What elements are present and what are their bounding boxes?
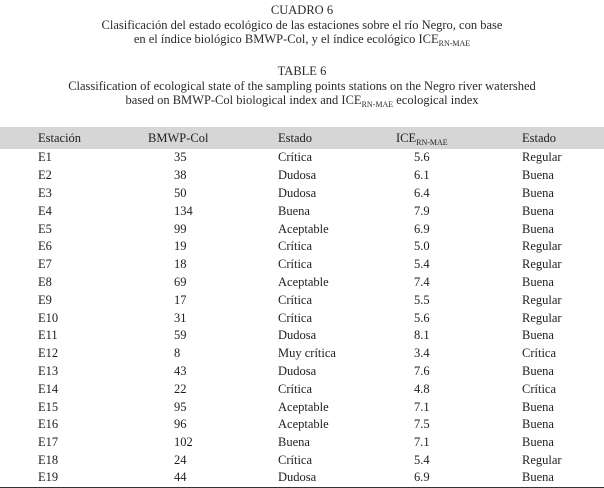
ice-cell: 5.0: [414, 239, 430, 254]
state-bmwp-cell: Buena: [278, 435, 310, 450]
ice-cell: 7.1: [414, 399, 430, 414]
state-bmwp-cell: Crítica: [278, 310, 313, 325]
state-bmwp-cell: Dudosa: [278, 363, 317, 378]
state-bmwp-cell: Crítica: [278, 292, 313, 307]
table-row: [0, 469, 604, 487]
header-state-bmwp: Estado: [278, 130, 313, 145]
table-row: [0, 167, 604, 185]
bmwp-cell: 17: [174, 292, 187, 307]
state-bmwp-cell: Muy crítica: [278, 346, 336, 361]
ice-cell: 6.4: [414, 185, 430, 200]
state-ice-cell: Buena: [522, 185, 554, 200]
bmwp-cell: 96: [174, 417, 187, 432]
table-header-row: [0, 127, 604, 149]
table-row: [0, 345, 604, 363]
ice-cell: 5.4: [414, 452, 430, 467]
bmwp-cell: 31: [174, 310, 187, 325]
station-cell: E12: [38, 346, 59, 361]
ice-cell: 6.1: [414, 168, 430, 183]
state-bmwp-cell: Crítica: [278, 257, 313, 272]
caption-english: [0, 64, 604, 108]
state-ice-cell: Buena: [522, 435, 554, 450]
table-row: [0, 149, 604, 167]
ice-cell: 6.9: [414, 221, 430, 236]
state-ice-cell: Buena: [522, 274, 554, 289]
table-header: [0, 127, 604, 149]
bmwp-cell: 59: [174, 328, 187, 343]
table-body: [0, 149, 604, 487]
table-row: [0, 238, 604, 256]
station-cell: E15: [38, 399, 59, 414]
state-bmwp-cell: Dudosa: [278, 470, 317, 485]
bmwp-cell: 35: [174, 150, 187, 165]
caption-es-line2-main: en el índice biológico BMWP-Col, y el índice ecológico ICE: [133, 32, 439, 46]
bmwp-cell: 18: [174, 257, 187, 272]
state-bmwp-cell: Aceptable: [278, 417, 329, 432]
state-ice-cell: Regular: [522, 310, 562, 325]
station-cell: E13: [38, 363, 59, 378]
station-cell: E10: [38, 310, 59, 325]
state-ice-cell: Regular: [522, 150, 562, 165]
caption-spanish: [0, 3, 604, 47]
table-row: [0, 398, 604, 416]
caption-en-label: TABLE 6: [277, 64, 327, 78]
bmwp-cell: 69: [174, 274, 187, 289]
station-cell: E4: [38, 203, 52, 218]
ice-cell: 4.8: [414, 381, 430, 396]
ice-cell: 7.4: [414, 274, 430, 289]
bmwp-cell: 99: [174, 221, 187, 236]
state-bmwp-cell: Buena: [278, 203, 310, 218]
state-ice-cell: Buena: [522, 470, 554, 485]
bmwp-cell: 8: [174, 346, 181, 361]
table-row: [0, 185, 604, 203]
ice-cell: 5.6: [414, 310, 430, 325]
table-row: [0, 309, 604, 327]
state-bmwp-cell: Crítica: [278, 239, 313, 254]
caption-es-line2-subscript: RN-MAE: [438, 39, 471, 48]
table-row: [0, 256, 604, 274]
caption-en-line1: Classification of ecological state of the sampling points stations on the Negro river watershed: [68, 78, 536, 93]
state-bmwp-cell: Dudosa: [278, 185, 317, 200]
state-ice-cell: Regular: [522, 239, 562, 254]
bmwp-cell: 22: [174, 381, 187, 396]
ice-cell: 7.9: [414, 203, 430, 218]
state-ice-cell: Regular: [522, 292, 562, 307]
caption-en-line2-subscript: RN-MAE: [361, 100, 394, 109]
caption-es-label: CUADRO 6: [270, 3, 334, 17]
table-row: [0, 452, 604, 470]
state-bmwp-cell: Aceptable: [278, 274, 329, 289]
bmwp-cell: 102: [174, 435, 193, 450]
bmwp-cell: 43: [174, 363, 187, 378]
table-row: [0, 327, 604, 345]
table-row: [0, 274, 604, 292]
caption-es-line1: Clasificación del estado ecológico de las estaciones sobre el río Negro, con base: [101, 17, 503, 32]
state-ice-cell: Regular: [522, 257, 562, 272]
table-row: [0, 416, 604, 434]
state-ice-cell: Regular: [522, 452, 562, 467]
ice-cell: 7.6: [414, 363, 430, 378]
table-row: [0, 363, 604, 381]
classification-table: [0, 127, 604, 488]
state-ice-cell: Buena: [522, 417, 554, 432]
header-bmwp: BMWP-Col: [148, 130, 209, 145]
state-bmwp-cell: Crítica: [278, 452, 313, 467]
station-cell: E17: [38, 435, 59, 450]
header-ice: [394, 127, 500, 149]
state-ice-cell: Crítica: [522, 381, 557, 396]
ice-cell: 5.5: [414, 292, 430, 307]
station-cell: E1: [38, 150, 52, 165]
caption-en-line2-pre: based on BMWP-Col biological index and ICE: [125, 93, 362, 107]
state-bmwp-cell: Dudosa: [278, 328, 317, 343]
ice-cell: 7.5: [414, 417, 430, 432]
header-ice-subscript: RN-MAE: [416, 137, 448, 147]
ice-cell: 5.6: [414, 150, 430, 165]
station-cell: E5: [38, 221, 52, 236]
bmwp-cell: 44: [174, 470, 187, 485]
ice-cell: 7.1: [414, 435, 430, 450]
bmwp-cell: 134: [174, 203, 193, 218]
station-cell: E9: [38, 292, 52, 307]
station-cell: E11: [38, 328, 58, 343]
bmwp-cell: 95: [174, 399, 187, 414]
header-ice-main: ICE: [396, 130, 417, 145]
table-row: [0, 220, 604, 238]
state-ice-cell: Buena: [522, 203, 554, 218]
ice-cell: 8.1: [414, 328, 430, 343]
state-bmwp-cell: Aceptable: [278, 399, 329, 414]
ice-cell: 6.9: [414, 470, 430, 485]
table-row: [0, 380, 604, 398]
header-state-ice: Estado: [522, 130, 557, 145]
state-bmwp-cell: Crítica: [278, 381, 313, 396]
header-station: Estación: [38, 130, 82, 145]
state-ice-cell: Buena: [522, 399, 554, 414]
state-ice-cell: Buena: [522, 328, 554, 343]
station-cell: E14: [38, 381, 59, 396]
state-bmwp-cell: Aceptable: [278, 221, 329, 236]
table-row: [0, 434, 604, 452]
state-bmwp-cell: Crítica: [278, 150, 313, 165]
state-bmwp-cell: Dudosa: [278, 168, 317, 183]
ice-cell: 3.4: [414, 346, 430, 361]
station-cell: E19: [38, 470, 59, 485]
caption-en-line2-post: ecological index: [393, 93, 479, 107]
state-ice-cell: Buena: [522, 363, 554, 378]
table-row: [0, 291, 604, 309]
station-cell: E7: [38, 257, 52, 272]
station-cell: E6: [38, 239, 52, 254]
state-ice-cell: Buena: [522, 168, 554, 183]
station-cell: E2: [38, 168, 52, 183]
bmwp-cell: 24: [174, 452, 187, 467]
bmwp-cell: 50: [174, 185, 187, 200]
station-cell: E16: [38, 417, 59, 432]
caption-es-line2: [0, 32, 604, 47]
caption-en-line2: [0, 93, 604, 108]
bmwp-cell: 19: [174, 239, 187, 254]
station-cell: E3: [38, 185, 52, 200]
ice-cell: 5.4: [414, 257, 430, 272]
station-cell: E8: [38, 274, 52, 289]
bmwp-cell: 38: [174, 168, 187, 183]
state-ice-cell: Buena: [522, 221, 554, 236]
state-ice-cell: Crítica: [522, 346, 557, 361]
table-row: [0, 202, 604, 220]
station-cell: E18: [38, 452, 59, 467]
